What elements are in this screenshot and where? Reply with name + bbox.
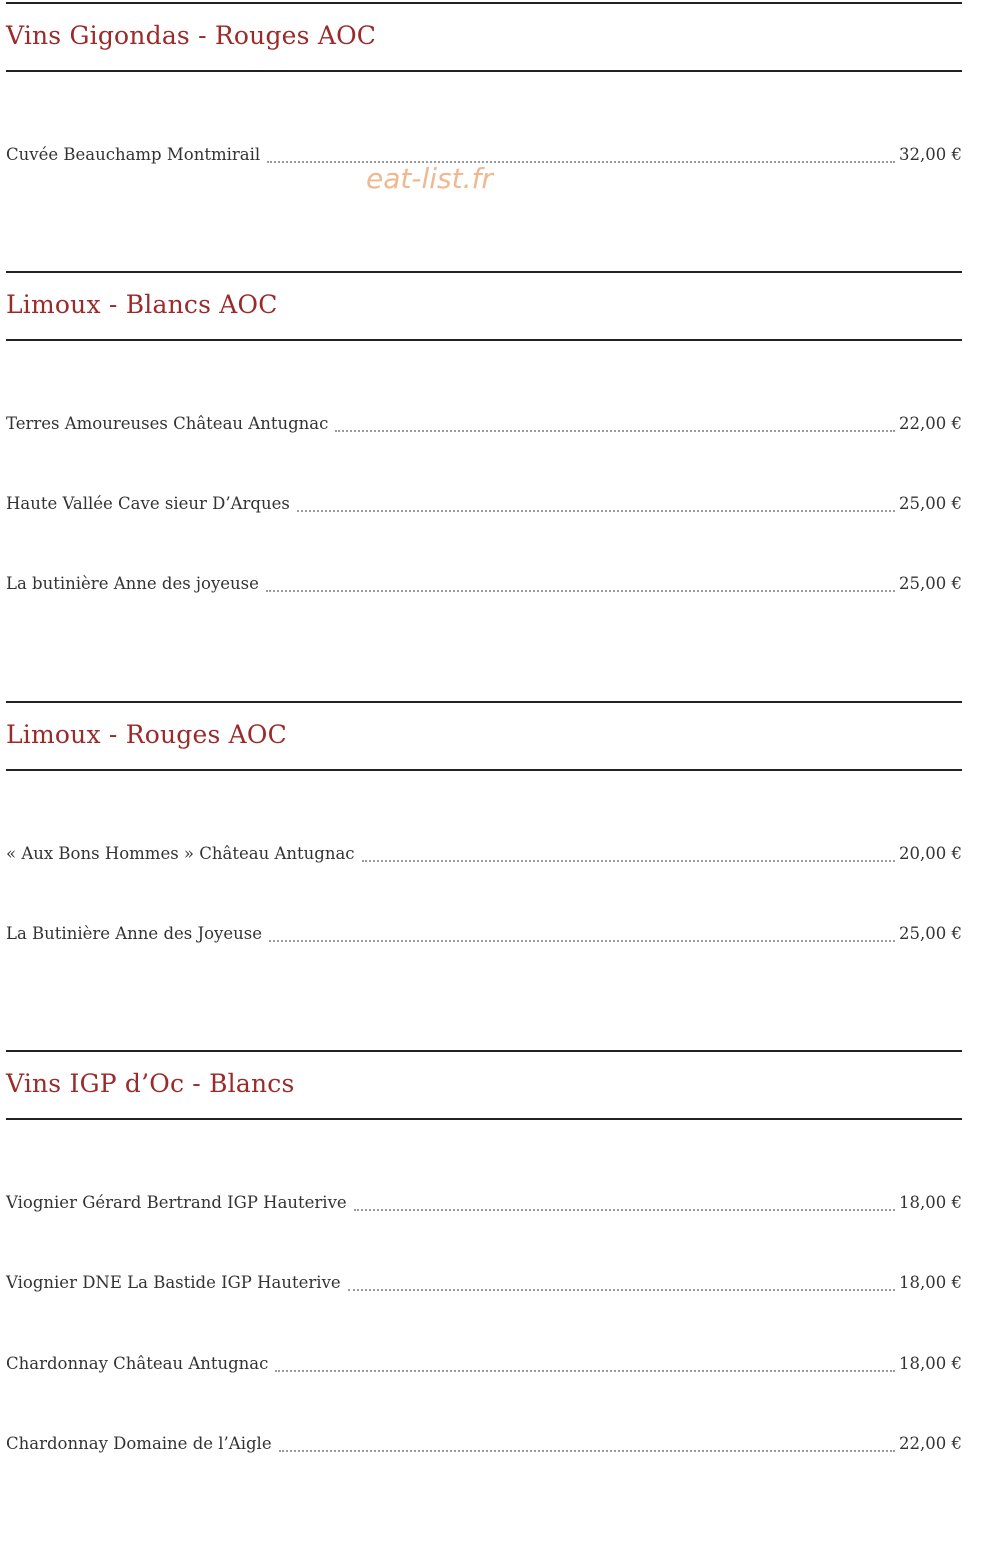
item-name: Viognier DNE La Bastide IGP Hauterive bbox=[6, 1273, 341, 1292]
item-name: La Butinière Anne des Joyeuse bbox=[6, 924, 262, 943]
watermark-text: eat-list.fr bbox=[366, 162, 493, 195]
menu-item bbox=[6, 1193, 962, 1217]
dot-leader bbox=[335, 430, 895, 432]
dot-leader bbox=[354, 1209, 895, 1211]
item-name: Viognier Gérard Bertrand IGP Hauterive bbox=[6, 1193, 347, 1212]
section-header bbox=[6, 2, 962, 72]
section-header bbox=[6, 271, 962, 341]
section-title: Limoux - Rouges AOC bbox=[6, 720, 287, 749]
menu-item bbox=[6, 574, 962, 598]
item-price: 25,00 € bbox=[899, 924, 962, 943]
dot-leader bbox=[348, 1289, 895, 1291]
item-name: Haute Vallée Cave sieur D’Arques bbox=[6, 494, 290, 513]
menu-item bbox=[6, 1354, 962, 1378]
item-name: Terres Amoureuses Château Antugnac bbox=[6, 414, 329, 433]
dot-leader bbox=[362, 860, 895, 862]
menu-item bbox=[6, 494, 962, 518]
dot-leader bbox=[269, 940, 895, 942]
section-title: Limoux - Blancs AOC bbox=[6, 290, 278, 319]
dot-leader bbox=[297, 510, 895, 512]
item-name: « Aux Bons Hommes » Château Antugnac bbox=[6, 844, 355, 863]
dot-leader bbox=[267, 161, 895, 163]
menu-item bbox=[6, 414, 962, 438]
item-name: Chardonnay Domaine de l’Aigle bbox=[6, 1434, 272, 1453]
dot-leader bbox=[275, 1370, 895, 1372]
section-header bbox=[6, 1050, 962, 1120]
item-price: 18,00 € bbox=[899, 1273, 962, 1292]
section-header bbox=[6, 701, 962, 771]
item-price: 22,00 € bbox=[899, 414, 962, 433]
dot-leader bbox=[279, 1450, 895, 1452]
item-price: 20,00 € bbox=[899, 844, 962, 863]
section-igp-oc-blancs bbox=[6, 1050, 962, 1453]
dot-leader bbox=[266, 590, 895, 592]
menu-item bbox=[6, 145, 962, 169]
item-price: 18,00 € bbox=[899, 1354, 962, 1373]
item-price: 25,00 € bbox=[899, 494, 962, 513]
section-title: Vins Gigondas - Rouges AOC bbox=[6, 21, 377, 50]
menu-item bbox=[6, 844, 962, 868]
section-limoux-rouges bbox=[6, 701, 962, 943]
item-name: La butinière Anne des joyeuse bbox=[6, 574, 259, 593]
section-title: Vins IGP d’Oc - Blancs bbox=[6, 1069, 295, 1098]
item-price: 25,00 € bbox=[899, 574, 962, 593]
item-price: 32,00 € bbox=[899, 145, 962, 164]
item-price: 18,00 € bbox=[899, 1193, 962, 1212]
item-name: Chardonnay Château Antugnac bbox=[6, 1354, 269, 1373]
menu-item bbox=[6, 1273, 962, 1297]
section-gigondas-rouges bbox=[6, 2, 962, 164]
item-name: Cuvée Beauchamp Montmirail bbox=[6, 145, 261, 164]
section-limoux-blancs bbox=[6, 271, 962, 593]
menu-item bbox=[6, 1434, 962, 1458]
menu-item bbox=[6, 924, 962, 948]
item-price: 22,00 € bbox=[899, 1434, 962, 1453]
